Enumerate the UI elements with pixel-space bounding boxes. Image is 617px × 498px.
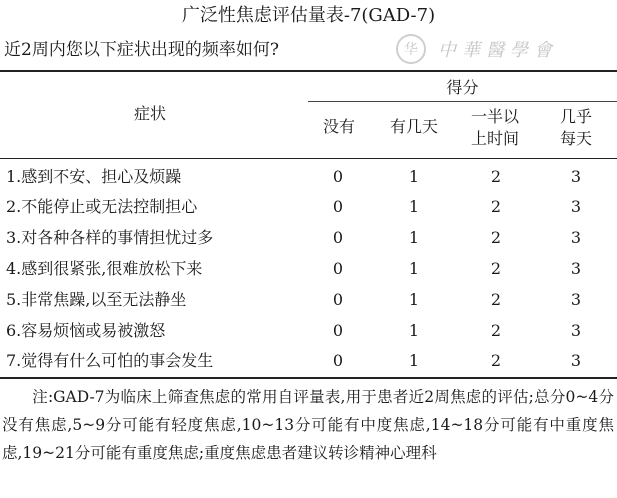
medical-association-seal-icon xyxy=(396,34,426,64)
score-cell: 2 xyxy=(490,351,502,370)
score-cell: 2 xyxy=(490,290,502,309)
frequency-header-more-than-half: 一半以 上时间 xyxy=(470,107,519,148)
score-cell: 0 xyxy=(332,167,344,186)
score-cell: 1 xyxy=(408,228,420,247)
score-cell: 2 xyxy=(490,321,502,340)
footnote-text: 注:GAD-7为临床上筛查焦虑的常用自评量表,用于患者近2周焦虑的评估;总分0~4分没有焦虑,5~9分可能有轻度焦虑,10~13分可能有中度焦虑,14~18分可能有中重度焦虑,19~21分可能有重度焦虑;重度焦虑患者建议转诊精神心理科 xyxy=(2,388,614,462)
score-cell: 0 xyxy=(332,228,344,247)
table-footnote xyxy=(2,383,614,467)
frequency-header-several-days: 有几天 xyxy=(389,117,438,136)
table-bottom-rule xyxy=(0,377,617,379)
score-group-header: 得分 xyxy=(446,78,479,97)
document-title: 广泛性焦虑评估量表-7(GAD-7) xyxy=(181,5,436,26)
watermark-text: 中華醫學會 xyxy=(438,40,558,61)
score-cell: 3 xyxy=(570,351,582,370)
header-bottom-rule xyxy=(0,158,617,159)
frequency-header-nearly-every-day: 几乎 每天 xyxy=(559,107,592,148)
score-cell: 3 xyxy=(570,197,582,216)
score-cell: 0 xyxy=(332,321,344,340)
score-cell: 2 xyxy=(490,197,502,216)
table-question: 近2周内您以下症状出现的频率如何? xyxy=(4,40,279,60)
score-cell: 1 xyxy=(408,197,420,216)
row-label: 6.容易烦恼或易被激怒 xyxy=(6,321,166,340)
score-cell: 1 xyxy=(408,321,420,340)
symptom-column-header: 症状 xyxy=(133,104,166,123)
score-cell: 3 xyxy=(570,167,582,186)
score-cell: 0 xyxy=(332,290,344,309)
score-cell: 1 xyxy=(408,290,420,309)
table-top-rule xyxy=(0,70,617,72)
score-cell: 3 xyxy=(570,259,582,278)
row-label: 7.觉得有什么可怕的事会发生 xyxy=(6,351,214,370)
frequency-header-never: 没有 xyxy=(322,117,355,136)
score-cell: 2 xyxy=(490,259,502,278)
row-label: 3.对各种各样的事情担忧过多 xyxy=(6,228,214,247)
row-label: 1.感到不安、担心及烦躁 xyxy=(6,167,182,186)
row-label: 2.不能停止或无法控制担心 xyxy=(6,197,198,216)
score-cell: 3 xyxy=(570,228,582,247)
row-label: 5.非常焦躁,以至无法静坐 xyxy=(6,290,187,309)
score-cell: 0 xyxy=(332,197,344,216)
score-cell: 0 xyxy=(332,259,344,278)
score-cell: 1 xyxy=(408,167,420,186)
seal-glyph: 华 xyxy=(404,42,418,58)
score-cell: 2 xyxy=(490,228,502,247)
row-label: 4.感到很紧张,很难放松下来 xyxy=(6,259,203,278)
score-cell: 3 xyxy=(570,321,582,340)
score-cell: 0 xyxy=(332,351,344,370)
score-group-rule xyxy=(308,101,617,102)
publisher-watermark xyxy=(396,34,558,64)
score-cell: 1 xyxy=(408,351,420,370)
score-cell: 1 xyxy=(408,259,420,278)
score-cell: 3 xyxy=(570,290,582,309)
score-cell: 2 xyxy=(490,167,502,186)
